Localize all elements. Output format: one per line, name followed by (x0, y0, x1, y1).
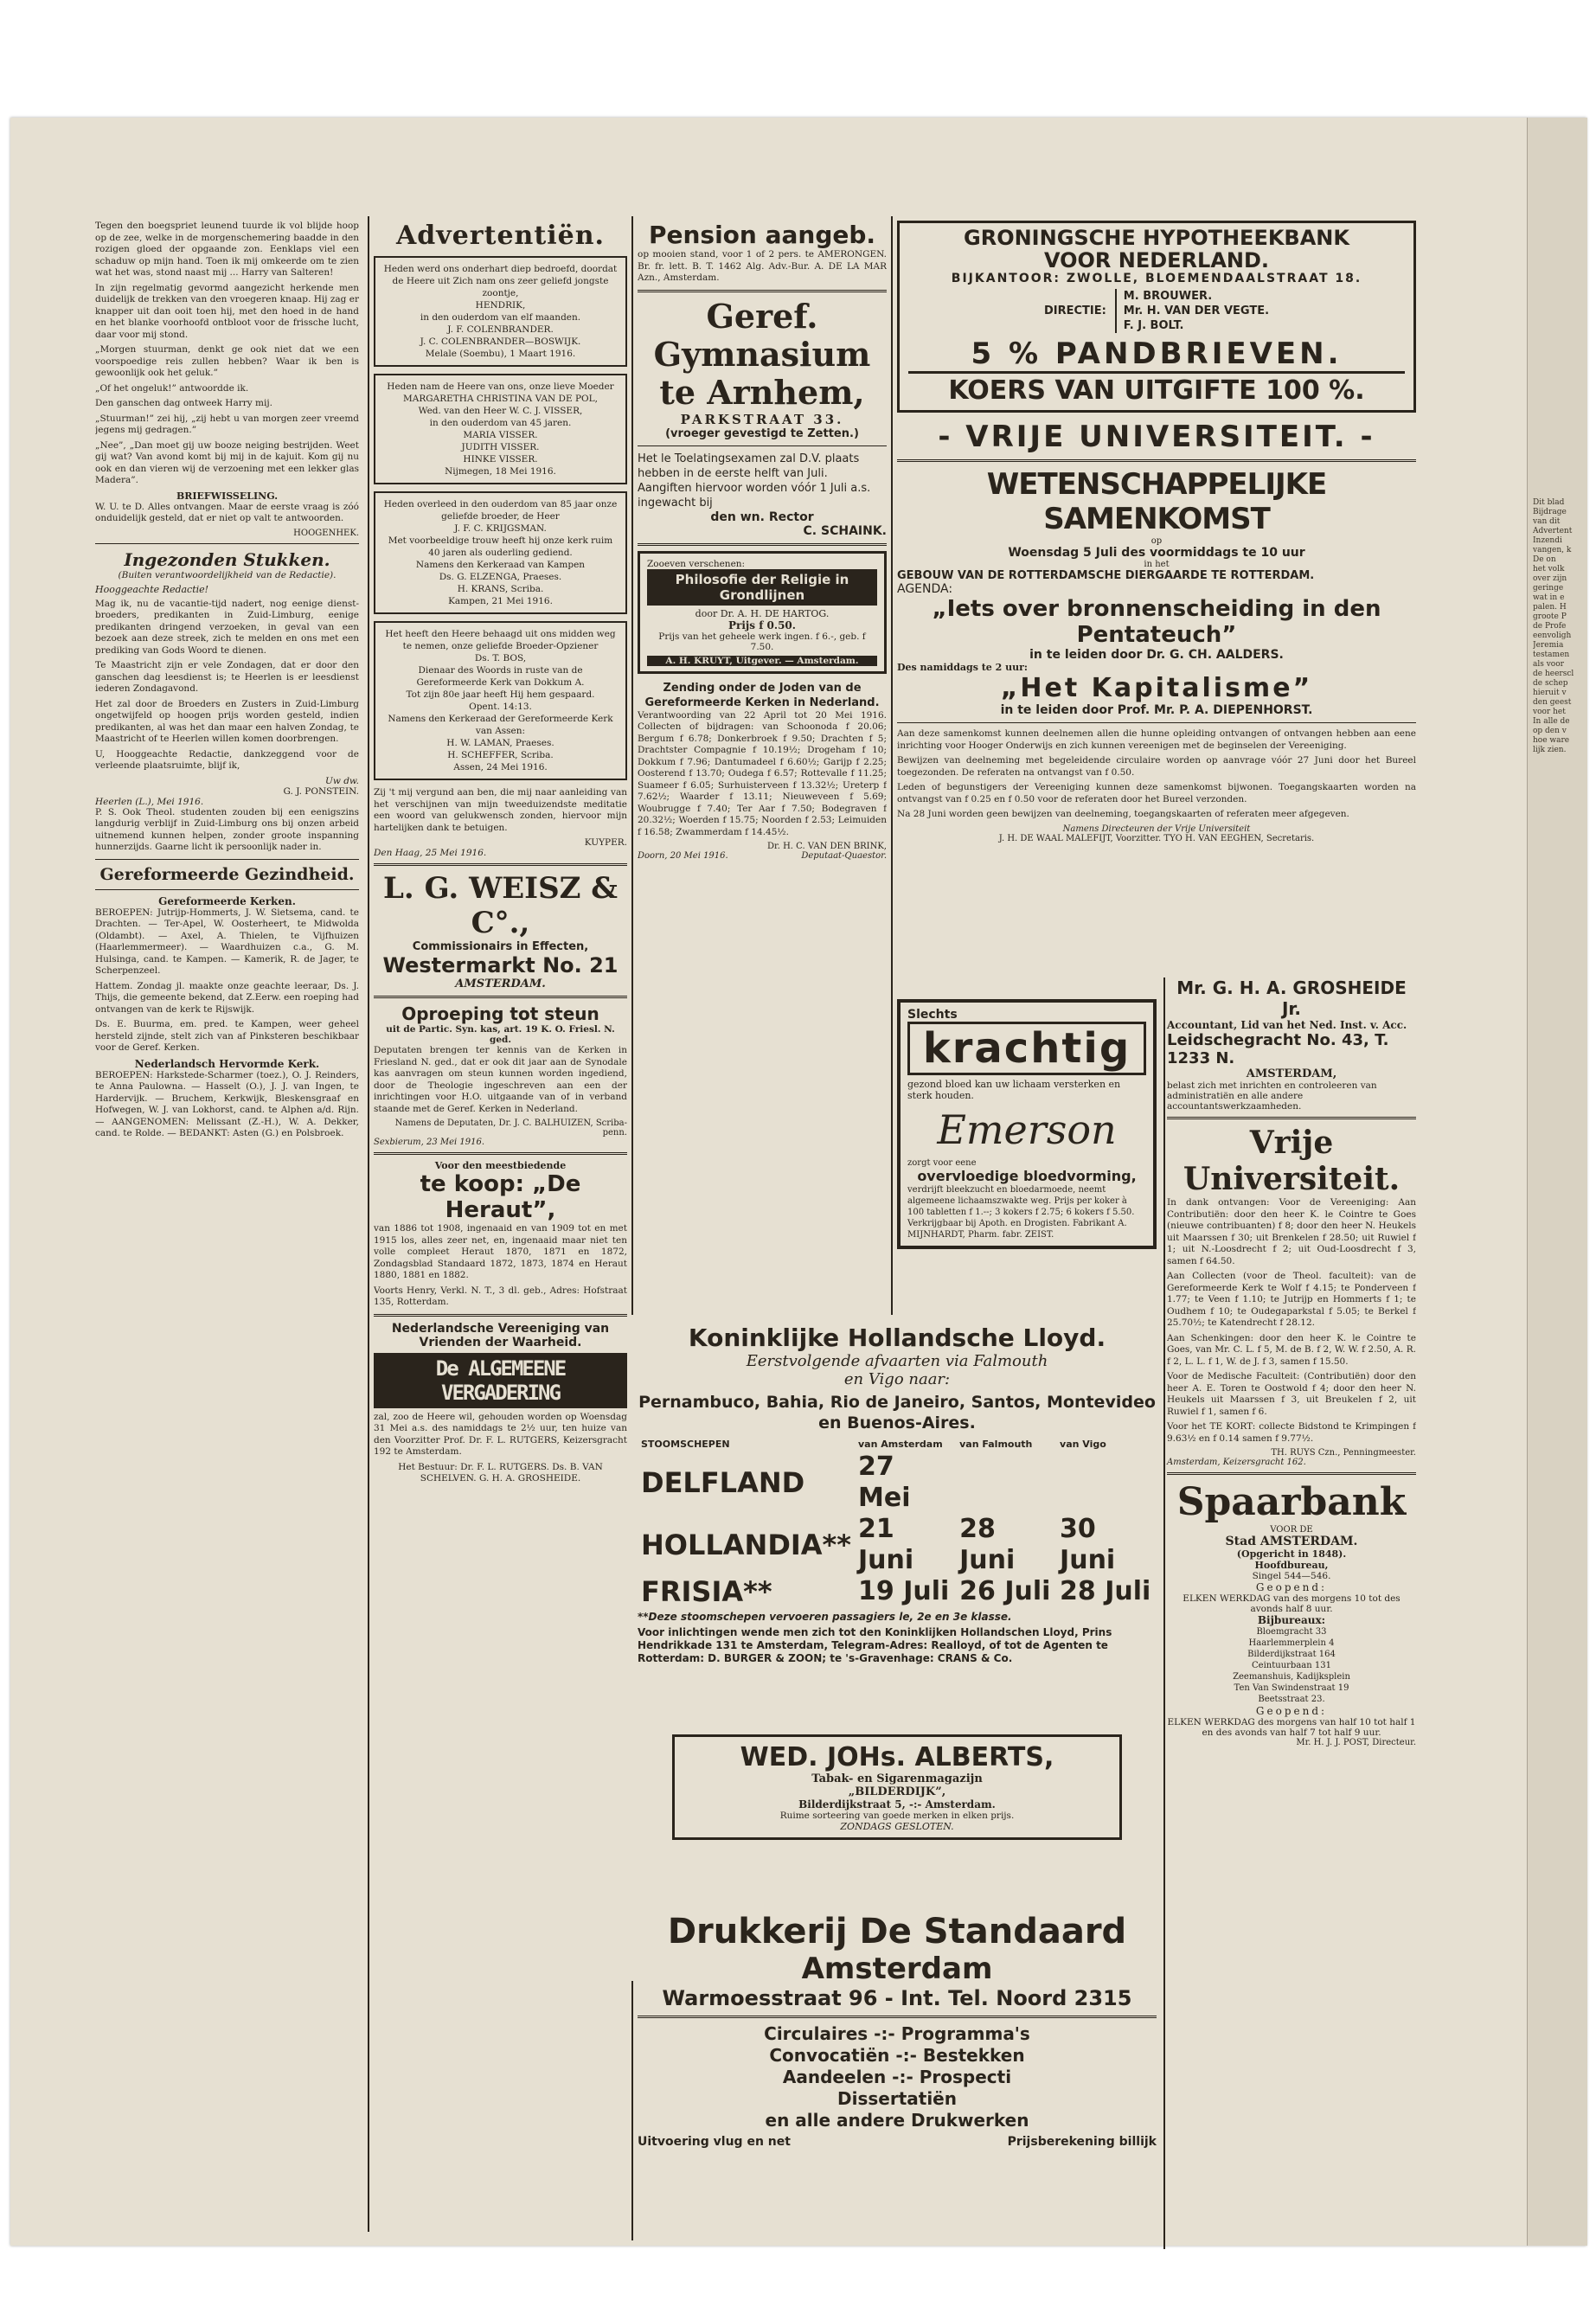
bank-branch: BIJKANTOOR: ZWOLLE, BLOEMENDAALSTRAAT 18. (951, 272, 1362, 285)
book-author: door Dr. A. H. DE HARTOG. (695, 607, 830, 619)
edge-text-fragment: hoe ware (1533, 736, 1570, 745)
column-advertisements (374, 221, 627, 2245)
drukkerij-advert (638, 1912, 1157, 2149)
sale-title: te koop: „De Heraut”, (420, 1171, 581, 1223)
schedule-row (638, 1514, 1157, 1576)
edge-text-fragment: de heerscl (1533, 670, 1574, 678)
notice-line: Met voorbeeldige trouw heeft hij onze kerk ruim 40 jaren als ouderling gediend. (388, 535, 613, 558)
column-editorial (95, 221, 359, 2245)
notice-line: MARIA VISSER. (463, 430, 538, 440)
column-rule (368, 216, 369, 2232)
column-rule (891, 216, 893, 1315)
column-ads-middle (638, 221, 887, 1319)
sailing-date: 27 Mei (858, 1452, 911, 1513)
spaarbank-voor: VOOR DE (1270, 1525, 1313, 1535)
mission-accounts: Verantwoording van 22 April tot 20 Mei 1916. Collecten of bijdragen: van Schoonoda f 20.06; Bergum f 6.78; Donkerbroek f 9.50; Drachten f 5; Drachtster Compagnie f 10.19½; Drogeham f 10; Dokkum f 7.96; Dantumadeel f 6.60½; Garijp f 2.25; Oosterend f 13.70; Oudega f 6.57; Rottevalle f 11.25; Suameer f 6.05; Surhuisterveen f 13.32½; Ureterp f 7.62½; Waarder f 13.11; Nieuweveen f 5.69; Woubrugge f 7.40; Ter Aar f 7.50; Bodegraven f 20.32½; Woerden f 15.75; Noorden f 2.53; Leimuiden f 16.58; Zwammerdam f 14.45½. (638, 709, 887, 837)
edge-text-fragment: de schep (1533, 679, 1568, 688)
sailing-date: 19 Juli (858, 1576, 950, 1606)
sailing-date (956, 1452, 1056, 1514)
notice-line: MARGARETHA CHRISTINA VAN DE POL, (403, 394, 598, 404)
bank-title-2: VOOR NEDERLAND. (1043, 248, 1270, 272)
spaarbank-city: Stad AMSTERDAM. (1225, 1535, 1358, 1548)
vu-donations: Voor het TE KORT: collecte Bidstond te Krimpingen f 9.63½ en f 0.14 samen f 9.77½. (1167, 1421, 1416, 1444)
family-notice (374, 256, 627, 367)
society-name: Nederlandsche Vereeniging van Vrienden der Waarheid. (391, 1321, 610, 1349)
spaarbank-hq: Hoofdbureau, (1254, 1560, 1329, 1571)
advertisements-title: Advertentiën. (396, 221, 605, 251)
edge-text-fragment: het volk (1533, 565, 1565, 574)
rector-label: den wn. Rector (710, 510, 814, 524)
gymnasium-address: PARKSTRAAT 33. (680, 411, 844, 427)
letter-paragraph: Mag ik, nu de vacantie-tijd nadert, nog eenige dienst-broeders, predikanten in Zuid-Limburg, eenige predikanten dringend verzoeken, in geval van een bezoek aan deze streek, zich te melden en ons met een prediking van Gods Woord te dienen. (95, 598, 359, 656)
lloyd-advert (638, 1324, 1157, 1665)
story-paragraph: „Of het ongeluk!” antwoordde ik. (95, 382, 249, 394)
letter-paragraph: U, Hooggeachte Redactie, dankzeggend voor de verleende plaatsruimte, blijf ik, (95, 748, 359, 771)
edge-text-fragment: over zijn (1533, 574, 1567, 583)
meeting-info: Aan deze samenkomst kunnen deelnemen allen die hunne opleiding ontvangen of ontvangen hebben aan eene inrichting voor Hooger Onderwijs en zich kunnen vereenigen met de beginselen der Vereeniging. (897, 728, 1416, 751)
exam-notice-2: Aangiften hiervoor worden vóór 1 Juli a.s. ingewacht bij (638, 481, 871, 510)
branch-address: Beetsstraat 23. (1258, 1695, 1325, 1704)
notice-line: Heden nam de Heere van ons, onze lieve Moeder (387, 381, 614, 392)
edge-text-fragment: eenvoligh (1533, 631, 1572, 640)
schedule-column-header: STOOMSCHEPEN (641, 1439, 730, 1450)
edge-text-fragment: voor het (1533, 708, 1566, 716)
meeting-in: in het (1144, 560, 1170, 569)
signature: Dr. H. C. VAN DEN BRINK, (767, 842, 887, 851)
signature: TH. RUYS Czn., Penningmeester. (1271, 1448, 1416, 1458)
emerson-details: verdrijft bleekzucht en bloedarmoede, neemt algemeene lichaamszwakte weg. Prijs per koker à 100 tabletten f 1.--; 3 kokers f 2.75; 6 kokers f 5.50. Verkrijgbaar bij Apoth. en Drogisten. Fabrikant A. MIJNHARDT, Pharm. fabr. ZEIST. (907, 1185, 1135, 1240)
notice-line: Wed. van den Heer W. C. J. VISSER, (418, 406, 583, 416)
exam-notice: Het le Toelatingsexamen zal D.V. plaats hebben in de eerste helft van Juli. (638, 452, 860, 480)
column-rule (631, 216, 633, 1315)
notice-line: HINKE VISSER. (463, 454, 538, 465)
alberts-address: Bilderdijkstraat 5, -:- Amsterdam. (798, 1798, 996, 1811)
drukkerij-services: Convocatiën -:- Bestekken (769, 2045, 1025, 2066)
dateline: Amsterdam, Keizersgracht 162. (1167, 1458, 1306, 1467)
meeting-info: Na 28 Juni worden geen bewijzen van deelneming, toegangskaarten of referaten meer afgegeven. (897, 809, 1349, 819)
schedule-row (638, 1452, 1157, 1514)
notice-line: Namens den Kerkeraad van Kampen (415, 560, 586, 570)
emerson-text: gezond bloed kan uw lichaam versterken en sterk houden. (907, 1079, 1121, 1101)
notice-line: Tot zijn 80e jaar heeft Hij hem gespaard. (406, 689, 595, 700)
spaarbank-open-label: Geopend: (1255, 1581, 1328, 1593)
emerson-claim: overvloedige bloedvorming, (917, 1168, 1137, 1184)
letter-paragraph: Te Maastricht zijn er vele Zondagen, dat er door den ganschen dag leesdienst is; te Heerlen is er leesdienst iederen Zondagavond. (95, 660, 359, 694)
church-news: Hattem. Zondag jl. maakte onze geachte leeraar, Ds. J. Thijs, die gemeente bekend, dat Z.Eerw. een roeping had ontvangen van de kerk te Rijswijk. (95, 980, 359, 1015)
drukkerij-services: Dissertatiën (837, 2088, 957, 2109)
section-heading: BRIEFWISSELING. (176, 490, 279, 502)
vu-donations: In dank ontvangen: Voor de Vereeniging: Aan Contributiën: door den heer K. le Cointre te Goes (nieuwe contribuanten) f 8; door den heer N. Heukels uit Maarssen f 30; uit Brenkelen f 28.50; uit Ruwiel f 1; uit N.-Loosdrecht f 2; uit Oud-Loosdrecht f 3, samen f 64.50. (1167, 1197, 1416, 1266)
spaarbank-open-label-2: Geopend: (1255, 1705, 1328, 1717)
meeting-title: WETENSCHAPPELIJKE SAMENKOMST (986, 467, 1327, 536)
lloyd-subtitle-2: en Vigo naar: (843, 1370, 951, 1388)
spaarbank-title: Spaarbank (1176, 1480, 1407, 1524)
church-news: BEROEPEN: Jutrijp-Hommerts, J. W. Sietsema, cand. te Drachten. — Ter-Apel, W. Oosterheert, te Midwolda (Oldambt). — Axel, A. Thielen, te Vijfhuizen (Haarlemmermeer). — Waardhuizen c.a., G. M. Hulsinga, cand. te Kampen. — Kamerik, R. de Jager, te Scherpenzeel. (95, 907, 359, 976)
spaarbank-hq-address: Singel 544—546. (1252, 1571, 1331, 1581)
gymnasium-note: (vroeger gevestigd te Zetten.) (665, 426, 859, 440)
edge-text-fragment: Inzendi (1533, 536, 1562, 545)
vu-banner: - VRIJE UNIVERSITEIT. - (938, 420, 1375, 454)
edge-text-fragment: lijk zien. (1533, 746, 1567, 754)
accountant-text: belast zich met inrichten en controleeren van administratiën en alle andere accountantswerkzaamheden. (1167, 1080, 1377, 1112)
edge-text-fragment: hieruit v (1533, 689, 1567, 697)
board-signatures: Het Bestuur: Dr. F. L. RUTGERS. Ds. B. VAN SCHELVEN. G. H. A. GROSHEIDE. (398, 1461, 603, 1484)
notice-line: Kampen, 21 Mei 1916. (448, 596, 553, 606)
book-price: Prijs f 0.50. (728, 619, 796, 631)
meeting-date: Woensdag 5 Juli des voormiddags te 10 uur (1008, 546, 1305, 560)
edge-text-fragment: op den v (1533, 727, 1567, 735)
vu-donations: Aan Schenkingen: door den heer K. le Cointre te Goes, van Mr. C. L. f 5, M. de B. f 2, W. W. f 2.50, A. R. f 2, L. L. f 1, W. de J. f 3, samen f 15.50. (1167, 1332, 1416, 1367)
weisz-subtitle: Commissionairs in Effecten, (412, 940, 589, 953)
salutation: Hooggeachte Redactie! (95, 583, 209, 595)
alberts-closed: ZONDAGS GESLOTEN. (840, 1821, 954, 1832)
notice-line: J. F. COLENBRANDER. (447, 324, 554, 335)
branch-address: Haarlemmerplein 4 (1248, 1638, 1335, 1648)
edge-text-fragment: groote P (1533, 612, 1567, 621)
author-name: G. J. PONSTEIN. (283, 785, 359, 797)
notice-line: Namens den Kerkeraad der Gereformeerde Kerk van Assen: (388, 714, 613, 736)
obituary-notice (374, 621, 627, 780)
edge-text-fragment: den geest (1533, 698, 1572, 707)
notice-line: in den ouderdom van elf maanden. (420, 312, 581, 323)
vu-donations: Voor de Medische Faculteit: (Contributiën) door den heer A. E. Toren te Oostwold f 4; door den heer N. Heukels uit Maarssen f 3, uit Breukelen f 2, uit Ruwiel f 1, samen f 6. (1167, 1371, 1416, 1417)
accountant-address: Leidschegracht No. 43, T. 1233 N. (1167, 1031, 1389, 1067)
edge-text-fragment: de Profe (1533, 622, 1567, 631)
schedule-column-header: van Falmouth (959, 1439, 1033, 1450)
edge-text-fragment: geringe (1533, 584, 1564, 593)
hypotheekbank-advert (897, 221, 1416, 413)
edge-text-fragment: De on (1533, 555, 1556, 564)
appeal-text: Deputaten brengen ter kennis van de Kerken in Friesland N. ged., dat er ook dit jaar aan de Synodale kas aanvragen om steun kunnen worden ingediend, door de Theologie ingeschreven aan een der inrichtingen voor H.O. uitgaande van of in verband staande met de Geref. Kerken in Nederland. (374, 1045, 627, 1114)
emerson-headline: krachtig (907, 1022, 1146, 1075)
weisz-company-name: L. G. WEISZ & C°., (383, 871, 618, 940)
sailing-date (1056, 1452, 1157, 1514)
signature: Mr. H. J. J. POST, Directeur. (1296, 1738, 1416, 1747)
pandbrieven-rate: 5 % PANDBRIEVEN. (971, 336, 1343, 371)
agenda-label: AGENDA: (897, 582, 953, 596)
notice-line: Melale (Soembu), 1 Maart 1916. (425, 349, 576, 359)
spaarbank-hours: ELKEN WERKDAG van des morgens 10 tot des avonds half 8 uur. (1183, 1593, 1401, 1614)
appeal-subtitle: uit de Partic. Syn. kas, art. 19 K. O. Friesl. N. ged. (386, 1024, 615, 1045)
notice-line: H. KRANS, Scriba. (457, 584, 544, 594)
correspondence-note: W. U. te D. Alles ontvangen. Maar de eerste vraag is zóó onduidelijk gesteld, dat er niet op valt te antwoorden. (95, 501, 359, 523)
sale-address: Voorts Henry, Verkl. N. T., 3 dl. geb., Adres: Hofstraat 135, Rotterdam. (374, 1285, 627, 1307)
issue-price: KOERS VAN UITGIFTE 100 %. (908, 371, 1405, 407)
meeting-op: op (1151, 536, 1163, 546)
meeting-text: zal, zoo de Heere wil, gehouden worden op Woensdag 31 Mei a.s. des namiddags te 2½ uur, ten huize van den Voorzitter Prof. Dr. F. L. RUTGERS, Keizersgracht 192 te Amsterdam. (374, 1411, 627, 1457)
section-subtitle: (Buiten verantwoordelijkheid van de Redactie). (118, 569, 337, 580)
accountant-title: Accountant, Lid van het Ned. Inst. v. Acc. (1167, 1019, 1407, 1031)
schedule-column-header: van Amsterdam (858, 1439, 943, 1450)
book-advert (638, 551, 887, 674)
schedule-column-header: van Vigo (1060, 1439, 1106, 1450)
notice-line: in den ouderdom van 45 jaren. (429, 418, 572, 428)
alberts-shop: „BILDERDIJK”, (848, 1785, 946, 1798)
family-notice (374, 374, 627, 484)
section-title: Ingezonden Stukken. (124, 548, 330, 570)
sailing-date: 28 Juli (1060, 1576, 1151, 1606)
subsection-title: Gereformeerde Kerken. (158, 894, 296, 907)
branch-address: Ten Van Swindenstraat 19 (1234, 1683, 1349, 1693)
lloyd-destinations: Pernambuco, Bahia, Rio de Janeiro, Santos, Montevideo en Buenos-Aires. (638, 1393, 1156, 1433)
emerson-zorgt: zorgt voor eene (907, 1158, 977, 1168)
lloyd-note: **Deze stoomschepen vervoeren passagiers le, 2e en 3e klasse. (638, 1611, 1012, 1623)
notice-line: J. F. C. KRIJGSMAN. (454, 523, 547, 534)
notice-line: Nijmegen, 18 Mei 1916. (445, 466, 556, 477)
edge-text-fragment: vangen, k (1533, 546, 1572, 554)
emerson-slechts: Slechts (907, 1008, 958, 1022)
director-name: Mr. H. VAN DER VEGTE. (1123, 304, 1270, 317)
notice-line: J. C. COLENBRANDER—BOSWIJK. (420, 336, 581, 347)
lloyd-title: Koninklijke Hollandsche Lloyd. (688, 1324, 1106, 1352)
notice-line: Dienaar des Woords in ruste van de Gereformeerde Kerk van Dokkum A. (416, 665, 585, 688)
story-paragraph: Den ganschen dag ontweek Harry mij. (95, 398, 272, 408)
branch-address: Zeemanshuis, Kadijksplein (1233, 1672, 1350, 1682)
edge-text-fragment: wat in e (1533, 593, 1565, 602)
subsection-title: Nederlandsch Hervormde Kerk. (134, 1057, 320, 1070)
edge-text-fragment: Dit blad (1533, 498, 1565, 507)
sale-text: van 1886 tot 1908, ingenaaid en van 1909 tot en met 1915 los, alles zeer net, en, ingenaaid maar niet ten volle compleet Heraut 1870, 1871 en 1872, Zondagsblad Standaard 1872, 1873, 1874 en Heraut 1880, 1881 en 1882. (374, 1223, 627, 1280)
alberts-sub: Tabak- en Sigarenmagazijn (811, 1772, 983, 1785)
postscript: P. S. Ook Theol. studenten zouden bij een eenigszins langdurig verblijf in Zuid-Limburg ons bij onzen arbeid uitnemend kunnen helpen, zonder groote inspanning hunnerzijds. Gaarne licht ik persoonlijk nader in. (95, 806, 359, 852)
sailing-date: 28 Juni (959, 1514, 1016, 1575)
ship-name: HOLLANDIA** (641, 1529, 852, 1561)
story-paragraph: „Nee”, „Dan moet gij uw booze neiging bestrijden. Weet gij wat? Van avond komt bij mij in de kajuit. Kom gij nu ook en dan vieren wij de verzoening met een lekker glas Madera”. (95, 439, 359, 485)
lecture-2-title: „Het Kapitalisme” (1000, 673, 1313, 703)
gymnasium-city: te Arnhem, (659, 372, 865, 412)
story-paragraph: „Stuurman!” zei hij, „zij hebt u van morgen zeer vreemd jegens mij gedragen.” (95, 413, 359, 435)
alberts-advert (638, 1734, 1157, 1840)
alberts-name: WED. JOHs. ALBERTS, (740, 1742, 1054, 1772)
director-name: M. BROUWER. (1123, 290, 1213, 303)
dateline: Doorn, 20 Mei 1916. (638, 851, 728, 861)
meeting-info: Leden of begunstigers der Vereeniging kunnen deze samenkomst bijwonen. Toegangskaarten worden na ontvangst van f 0.25 en f 0.50 voor de referaten door het Bureel verzonden. (897, 782, 1416, 804)
edge-text-fragment: als voor (1533, 660, 1564, 669)
bank-title: GRONINGSCHE HYPOTHEEKBANK (964, 226, 1349, 250)
edge-text-fragment: van dit (1533, 517, 1561, 526)
vu-title: Vrije Universiteit. (1183, 1125, 1401, 1197)
afternoon-label: Des namiddags te 2 uur: (897, 662, 1028, 673)
drukkerij-city: Amsterdam (801, 1952, 993, 1986)
edge-text-fragment: In alle de (1533, 717, 1570, 726)
notice-line: Ds. G. ELZENGA, Praeses. (439, 572, 562, 582)
vu-donations: Aan Collecten (voor de Theol. faculteit): van de Gereformeerde Kerk te Wolf f 4.15; te Ponderveen f 1.77; te Veen f 1.10; te Jutrijp en Hommerts f 1; te Oudhem f 10; te Oudegaparkstal f 5.05; te Berkel f 25.70½; te Katendrecht f 28.12. (1167, 1271, 1416, 1328)
drukkerij-services: Circulaires -:- Programma's (764, 2023, 1030, 2044)
signature: KUYPER. (584, 837, 627, 848)
book-title: Philosofie der Religie in Grondlijnen (647, 569, 877, 606)
story-paragraph: In zijn regelmatig gevormd aangezicht herkende men duidelijk de trekken van den vroegeren knaap. Hij zag er knapper uit dan ooit toen hij, met den hoed in de hand en het blanke voorhoofd ontbloot voor de frissche lucht, daar voor mij stond. (95, 282, 359, 340)
notice-line: Ds. T. BOS, (474, 653, 527, 663)
pension-title: Pension aangeb. (648, 221, 876, 249)
spaarbank-founded: (Opgericht in 1848). (1236, 1548, 1347, 1560)
notice-line: Het heeft den Heere behaagd uit ons midden weg te nemen, onze geliefde Broeder-Opziener (385, 629, 616, 651)
drukkerij-address: Warmoesstraat 96 - Int. Tel. Noord 2315 (662, 1986, 1132, 2010)
spaarbank-hours-2: ELKEN WERKDAG des morgens van half 10 tot half 1 en des avonds van half 7 tot half 9 uur. (1167, 1717, 1416, 1738)
lecture-1-speaker: in te leiden door Dr. G. CH. AALDERS. (1029, 648, 1284, 662)
drukkerij-services: Aandeelen -:- Prospecti (782, 2067, 1012, 2087)
edge-text-fragment: testamen (1533, 651, 1570, 659)
notice-line: Assen, 24 Mei 1916. (453, 762, 548, 772)
director-name: F. J. BOLT. (1123, 319, 1184, 332)
notice-line: HENDRIK, (475, 300, 526, 311)
branch-address: Ceintuurbaan 131 (1252, 1661, 1331, 1670)
lloyd-info: Voor inlichtingen wende men zich tot den Koninklijken Hollandschen Lloyd, Prins Hendrikkade 131 te Amsterdam, Telegram-Adres: Realloyd, of tot de Agenten te Rotterdam: D. BURGER & ZOON; te 's-Gravenhage: CRANS & Co. (638, 1626, 1112, 1664)
meeting-signatures: J. H. DE WAAL MALEFIJT, Voorzitter. TYO H. VAN EEGHEN, Secretaris. (998, 833, 1315, 843)
sailing-date: 21 Juni (858, 1514, 914, 1575)
story-paragraph: „Morgen stuurman, denkt ge ook niet dat we een voorspoedige reis zullen hebben? Waar ik ben is gewoonlijk ook het geluk.” (95, 344, 359, 378)
notice-line: Heden overleed in den ouderdom van 85 jaar onze geliefde broeder, de Heer (383, 499, 618, 522)
emerson-logo: Emerson (937, 1106, 1117, 1153)
rector-name: C. SCHAINK. (803, 523, 887, 538)
branch-address: Bilderdijkstraat 164 (1247, 1650, 1336, 1659)
signature-role: Deputaat-Quaestor. (801, 851, 887, 861)
meeting-title: De ALGEMEENE VERGADERING (374, 1353, 627, 1408)
mission-title: Zending onder de Joden van de Gereformeerde Kerken in Nederland. (644, 681, 880, 709)
drukkerij-services: en alle andere Drukwerken (765, 2110, 1029, 2131)
meeting-namens: Namens Directeuren der Vrije Universiteit (1062, 824, 1251, 834)
edge-text-fragment: Advertent (1533, 527, 1573, 535)
ship-name: FRISIA** (641, 1575, 772, 1608)
dateline: Sexbierum, 23 Mei 1916. (374, 1138, 485, 1147)
sale-prefix: Voor den meestbiedende (434, 1160, 567, 1171)
column-rule (631, 1981, 633, 2240)
schedule-row (638, 1576, 1157, 1607)
signature: Namens de Deputaten, Dr. J. C. BALHUIZEN, Scriba-penn. (394, 1118, 627, 1138)
drukkerij-title: Drukkerij De Standaard (667, 1912, 1127, 1952)
notice-line: Heden werd ons onderhart diep bedroefd, doordat de Heere uit Zich nam ons zeer geliefd jongste zoontje, (383, 264, 618, 298)
book-intro: Zooeven verschenen: (647, 558, 746, 569)
edge-text-fragment: Jeremia (1533, 641, 1564, 650)
book-publisher: A. H. KRUYT, Uitgever. — Amsterdam. (647, 656, 877, 666)
pension-text: op mooien stand, voor 1 of 2 pers. te AMERONGEN. Br. fr. lett. B. T. 1462 Alg. Adv.-Bur. A. DE LA MAR Azn., Amsterdam. (638, 249, 887, 283)
directors-label: DIRECTIE: (1043, 304, 1106, 317)
next-page-edge (1527, 118, 1587, 2246)
meeting-venue: GEBOUW VAN DE ROTTERDAMSCHE DIERGAARDE TE ROTTERDAM. (897, 569, 1315, 582)
notice-line: H. SCHEFFER, Scriba. (447, 750, 554, 760)
accountant-city: AMSTERDAM, (1246, 1067, 1337, 1080)
book-price-full: Prijs van het geheele werk ingen. f 6.-, geb. f 7.50. (658, 631, 866, 652)
notice-line: H. W. LAMAN, Praeses. (446, 738, 554, 748)
lloyd-subtitle: Eerstvolgende afvaarten via Falmouth (746, 1352, 1048, 1370)
branch-address: Bloemgracht 33 (1256, 1627, 1327, 1637)
story-intro: Tegen den boegspriet leunend tuurde ik vol blijde hoop op de zee, welke in de morgenschemering baadde in den rozigen gloed der opgaande zon. Eenklaps viel een schaduw op mijn hand. Toen ik mij omkeerde om te zien wat het was, stond naast mij ... Harry van Salteren! (95, 221, 359, 278)
notice-line: JUDITH VISSER. (461, 442, 540, 452)
sailing-schedule (638, 1437, 1157, 1607)
weisz-address: Westermarkt No. 21 (382, 953, 619, 977)
obituary-notice (374, 491, 627, 614)
signature: HOOGENHEK. (293, 528, 359, 538)
thanks-notice: Zij 't mij vergund aan ben, die mij naar aanleiding van het verschijnen van mijn tweeduizendste meditatie een woord van gelukwensch zonden, hiervoor mijn hartelijken dank te betuigen. (374, 787, 627, 833)
dateline: Den Haag, 25 Mei 1916. (374, 848, 487, 858)
closing: Uw dw. (325, 775, 359, 786)
ship-name: DELFLAND (641, 1466, 805, 1499)
alberts-text: Ruime sorteering van goede merken in elken prijs. (779, 1811, 1015, 1821)
spaarbank-branches-label: Bijbureaux: (1257, 1614, 1326, 1626)
letter-paragraph: Het zal door de Broeders en Zusters in Zuid-Limburg ongetwijfeld op hoogen prijs worden gesteld, indien predikanten, al was het dan maar een halven Zondag, te Maastricht of te Heerlen willen komen doorbrengen. (95, 698, 359, 744)
gymnasium-title: Geref. Gymnasium (653, 296, 871, 374)
drukkerij-foot-left: Uitvoering vlug en net (638, 2135, 791, 2149)
edge-text-fragment: Bijdrage (1533, 508, 1567, 516)
edge-text-fragment: palen. H (1533, 603, 1567, 612)
church-news: BEROEPEN: Harkstede-Scharmer (toez.), O. J. Reinders, te Anna Paulowna. — Hasselt (O.), J. J. van Ingen, te Hardervijk. — Bruchem, Kerkwijk, Bleskensgraaf en Hofwegen, W. J. van Lokhorst, cand. te Alphen a/d. Rijn. — AANGENOMEN: Melissant (Z.-H.), W. A. Dekker, cand. te Rolde. — BEDANKT: Asten (G.) en Polsbroek. (95, 1069, 359, 1138)
section-title: Gereformeerde Gezindheid. (99, 864, 355, 884)
church-news: Ds. E. Buurma, em. pred. te Kampen, weer geheel hersteld zijnde, stelt zich van af Pinksteren beschikbaar voor de Geref. Kerken. (95, 1019, 359, 1053)
meeting-info: Bewijzen van deelneming met begeleidende circulaire worden op aanvrage vóór 27 Juni door het Bureel toegezonden. De referaten na ontvangst van f 0.50. (897, 755, 1416, 778)
accountant-name: Mr. G. H. A. GROSHEIDE Jr. (1176, 977, 1407, 1019)
notice-line: Opent. 14:13. (469, 702, 532, 712)
emerson-advert (897, 999, 1157, 1249)
lecture-1-title: „Iets over bronnenscheiding in den Pentateuch” (932, 596, 1381, 648)
weisz-city: AMSTERDAM. (455, 977, 546, 990)
drukkerij-foot-right: Prijsberekening billijk (1007, 2135, 1157, 2149)
appeal-title: Oproeping tot steun (401, 1003, 599, 1024)
lecture-2-speaker: in te leiden door Prof. Mr. P. A. DIEPENHORST. (1000, 703, 1313, 717)
dateline: Heerlen (L.), Mei 1916. (95, 796, 204, 807)
sailing-date: 26 Juli (959, 1576, 1051, 1606)
sailing-date: 30 Juni (1060, 1514, 1116, 1575)
